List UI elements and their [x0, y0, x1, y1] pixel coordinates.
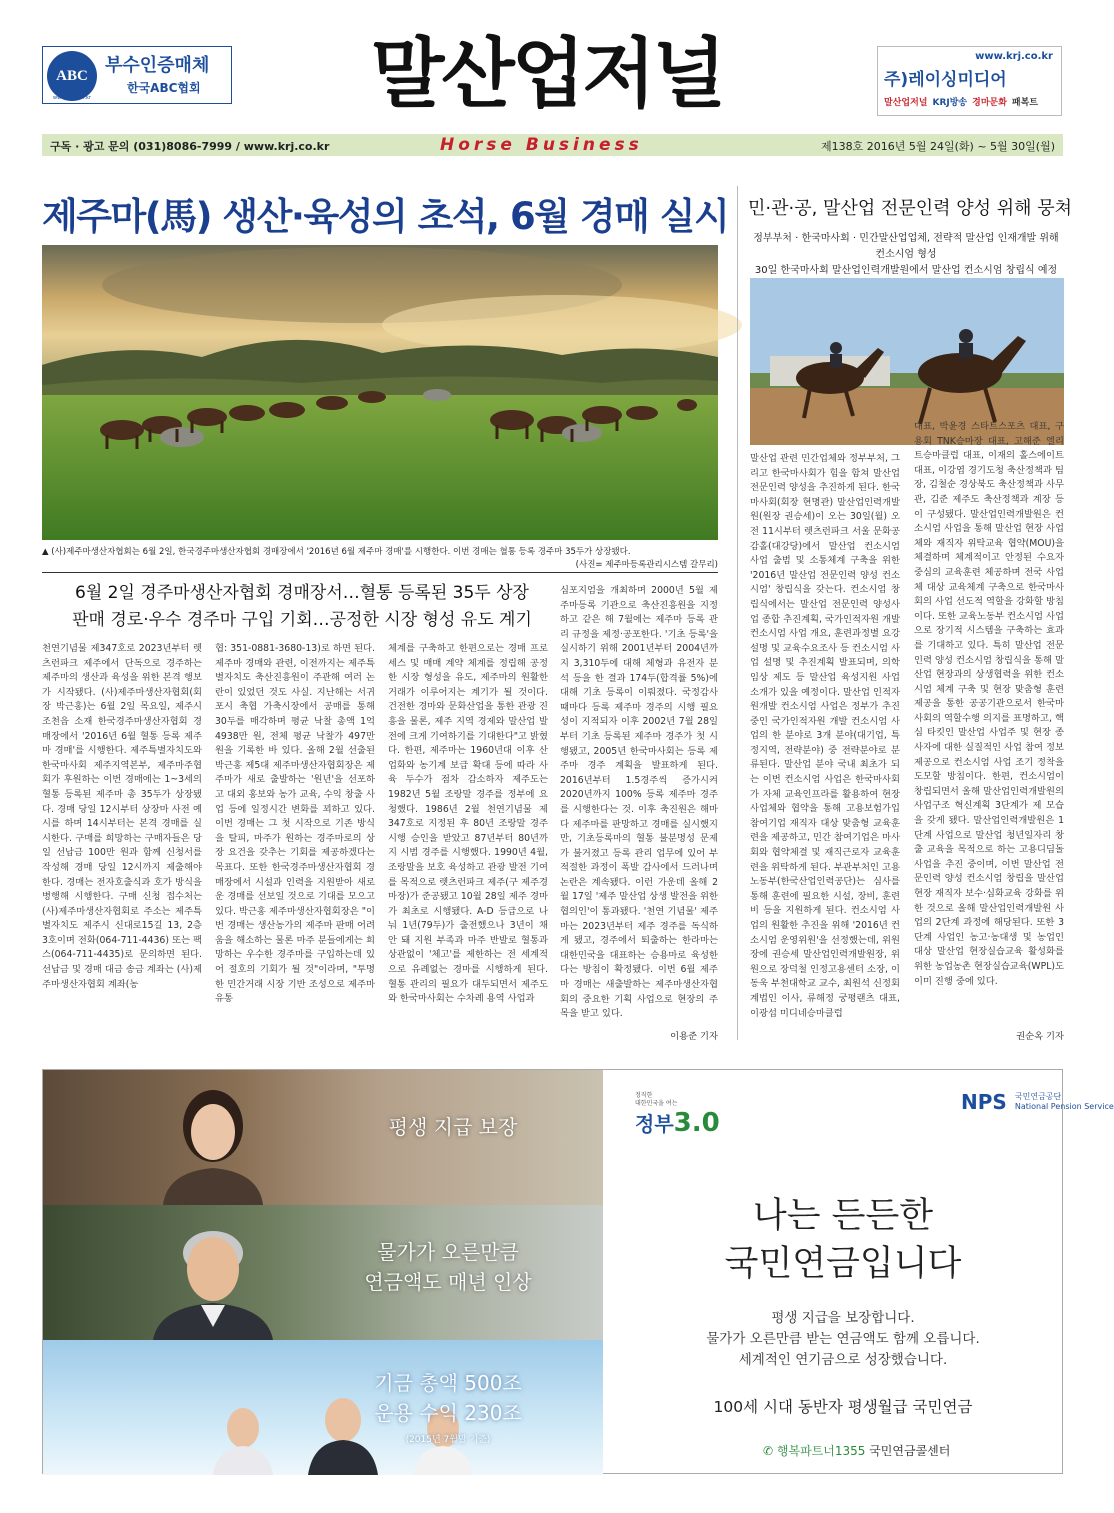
ad-panel-fund: [43, 1340, 603, 1475]
man-portrait: [143, 1217, 283, 1340]
info-bar: [42, 134, 1063, 156]
newspaper-title: 말산업저널: [370, 29, 724, 118]
publisher-badge: [877, 46, 1062, 116]
ad-panel-3-note: (2015년 7월말 기준): [405, 1435, 491, 1445]
ad-slogan: 100세 시대 동반자 평생월급 국민연금: [713, 1398, 973, 1416]
publisher-url: www.krj.co.kr: [975, 51, 1053, 62]
abc-url: www.kabc.or.kr: [53, 95, 91, 101]
column-divider: [737, 186, 738, 1040]
brand-item: 패복트: [1011, 98, 1039, 108]
article-column: 체계를 구축하고 한편으로는 경매 프로세스 및 매매 계약 체계를 정립해 공정한 시장 형성을 유도, 제주마의 원활한 거래가 이루어지는 계기가 될 것이다. 건전한 경마와 문화산업을 통한 관광 진흥을 물론, 제주 지역 경제와 말산업 발전에 크게 기여하기를 기대한다"고 밝혔다. 한편, 제주마는 1960년대 이후 산업화와 농기계 보급 확대 등에 따라 사육 두수가 점차 감소하자 제주도는 1982년 5월 조랑말 경주를 정부에 요청했다. 1986년 2월 천연기념물 제347호로 지정된 후 80년 조랑말 경주 시행 승인을 받았고 87년부터 80년까지 시범 경주를 시행했다. 1990년 4월, 조랑말을 보호 육성하고 관광 발전 기여를 목적으로 렛츠런파크 제주(구 제주경마장)가 준공됐고 10월 28일 제주 경마가 최초로 시행됐다. A-D 등급으로 나눠 1년(79두)가 출전했으나 3년이 채 안 돼 지원 부족과 마주 반발로 혈통과 상관없이 '체고'를 제한하는 전 세계적으로 유례없는 경마를 시행하게 된다. 혈통 관리의 필요가 대두되면서 제주도와 한국마사회는 수차례 용역 사업과: [388, 643, 548, 1005]
callcenter-name: 국민연금콜센터: [869, 1444, 951, 1458]
article-column: 대표, 박윤경 스타트스포츠 대표, 구용회 TNK승마장 대표, 고해준 엘리트승마클럽 대표, 이재의 홀스에이트 대표, 이강엽 경기도청 축산정책과 팀장, 김철순 경상북도 축산정책과 사무관, 김준 제주도 축산정책과 계장 등이 구성됐다. 말산업인력개발원은 컨소시엄 사업을 통해 말산업 현장 사업체와 재직자 위탁교육 협약(MOU)을 체결하며 체계적이고 안정된 수요자 중심의 교육훈련 체공하며 전국 사업체 대상 교육체계 구축으로 한국마사회의 사업 선도적 역할을 강화할 방침이다. 또한 교육노동부 컨소시엄 사업으로 장기적 시스템을 구축하는 효과를 기대하고 있다. 특히 말산업 전문인력 양성 컨소시엄 창립식을 통해 말산업 현장과의 상생협력을 위한 컨소시엄 체계 구축 및 현장 맞춤형 훈련제공을 통한 공공기관으로서 한국마사회의 역할수행 의지를 표명하고, 핵심 타킷인 말산업 사업주 및 현장 종사자에 대한 실질적인 사업 참여 정보 제공으로 컨소시엄 사업 조기 정착을 도모할 방침이다. 한편, 컨소시엄이 창립되면서 올해 말산업인력개발원의 사업구조 혁신계획 3단계가 제 모습을 갖게 됐다. 말산업인력개발원은 1단계 사업으로 말산업 청년일자리 창출 교육을 목적으로 하는 고용디딤돌 사업을 추진 중이며, 이번 말산업 전문인력 양성 컨소시엄 창립을 말산업 현장 재직자 보수·심화교육 강화를 위한 것으로 올해 말산업인력개발원 사업의 2단계 과정에 해당된다. 또한 3단계 사업인 농고·농대생 및 농업인 대상 말산업 현장실습교육 활성화를 위한 농업농촌 현장실습교육(WPL)도 이미 진행 중에 있다.: [914, 421, 1064, 987]
brand-item: 경마문화: [972, 98, 1007, 108]
woman-portrait: [153, 1084, 273, 1205]
side-subhead-2: 30일 한국마사회 말산업인력개발원에서 말산업 컨소시엄 창립식 예정: [754, 265, 1058, 276]
abc-association-name: 한국ABC협회: [127, 81, 201, 95]
abc-certification-text: 부수인증매체: [105, 55, 210, 76]
horses-pasture-photo: [42, 245, 718, 540]
ad-panel-3-text: [333, 1368, 563, 1428]
issue-date: 제138호 2016년 5월 24일(화) ~ 5월 30일(월): [821, 140, 1055, 153]
side-headline: 민·관·공, 말산업 전문인력 양성 위해 뭉쳐: [748, 198, 1072, 219]
subscription-contact: 구독 · 광고 문의 (031)8086-7999 / www.krj.co.kr: [50, 140, 330, 153]
gov-tagline-2: 대한민국을 여는: [635, 1100, 678, 1107]
article-column: 말산업 관련 민간업체와 정부부처, 그리고 한국마사회가 힘을 함쳐 말산업 전문인력 양성을 추진하게 된다. 한국마사회(회장 현명관) 말산업인력개발원(원장 권승세)이 오는 30일(월) 오전 11시부터 렛츠런파크 서울 문화공감홀(대강당)에서 말산업 컨소시엄 사업 출범 및 소통체계 구축을 위한 '2016년 말산업 전문인력 양성 컨소시엄' 창립식을 갖는다. 컨소시엄 창립식에서는 말산업 전문인력 양성사업 종합 추진계획, 국가인적자원 개발 컨소시엄 사업 개요, 훈련과정별 요강 설명 및 교육수요조사 등 컨소시엄 사업 설명 및 추진계획 발표되며, 의학임상 제도 등 말산업 육성지원 사업 소개가 있을 예정이다. 말산업 인적자원개발 컨소시엄 사업은 정부가 추진 중인 국가인적자원 개발 컨소시엄 사업의 한 분야로 3개 분야(대기업, 특정지역, 전략분야) 중 전략분야로 분류된다. 말산업 분야 국내 최초가 되는 이번 컨소시엄 사업은 한국마사회가 자체 교육인프라를 활용하여 현장사업체와 협약을 통해 고용보험가입 참여기업 재직자 대상 맞춤형 교육훈련을 제공하고, 민간 참여기업은 마사회와 협약체결 및 재직근로자 교육훈련을 위탁하게 된다. 부관부처인 고용노동부(한국산업인력공단)는 심사를 통해 훈련에 필요한 시설, 장비, 훈련비 등을 지원하게 된다. 컨소시엄 사업의 원활한 추진을 위해 '2016년 컨소시엄 운영위원'을 선정했는데, 위원장에 권승세 말산업인력개발원장, 위원으로 장덕철 인정고용센터 소장, 이동욱 부천대학교 교수, 최원석 신정회계법인 이사, 류해정 궁평랜츠 대표, 이광섭 미디네승마클럽: [750, 453, 900, 1019]
ad-panel-2-line-2: 연금액도 매년 인상: [364, 1270, 532, 1294]
side-subheads: [748, 231, 1064, 279]
ad-headline-1: 나는 든든한: [752, 1196, 934, 1236]
ad-body: [633, 1308, 1053, 1371]
ad-body-2: 물가가 오른만큼 받는 연금액도 함께 오릅니다.: [706, 1331, 980, 1347]
pasture-illustration: [42, 245, 718, 540]
abc-certification-badge: [42, 46, 232, 104]
ad-headline-2: 국민연금입니다: [724, 1244, 962, 1284]
byline: 이용준 기자: [670, 1031, 718, 1042]
brand-item: 말산업저널: [884, 98, 928, 108]
ad-body-1: 평생 지급을 보장합니다.: [771, 1310, 915, 1326]
publisher-name: 주)레이싱미디어: [884, 70, 1007, 90]
side-subhead-1: 정부부처 · 한국마사회 · 민간말산업업체, 전략적 말산업 인재개발 위해 컨소시엄 형성: [753, 233, 1059, 260]
ad-panel-1-text: 평생 지급 보장: [388, 1115, 518, 1139]
gov-tagline-1: 정직한: [635, 1092, 653, 1099]
ad-panel-2-line-1: 물가가 오른만큼: [377, 1240, 519, 1264]
ad-panel-lifetime: [43, 1070, 603, 1205]
main-subheads: [42, 580, 562, 634]
photo-credit: (사진= 제주마등록관리시스템 갈무리): [575, 560, 718, 570]
divider: [42, 572, 718, 573]
horse-business-slogan: Horse Business: [440, 135, 643, 155]
ad-panel-2-text: [333, 1237, 563, 1297]
ad-body-3: 세계적인 연기금으로 성장했습니다.: [738, 1352, 948, 1368]
nps-name-kr: 국민연금공단: [1014, 1092, 1062, 1101]
gov-logo-text: 정부: [635, 1112, 674, 1136]
ad-callcenter: [763, 1442, 950, 1459]
article-column: 협: 351-0881-3680-13)로 하면 된다. 제주마 경매와 관련, 이전까지는 제주특별자치도 축산진흥원이 주관해 여러 논란이 있었던 것도 사실. 지난해는 서귀포시 축협 가축시장에서 공매를 통해 30두를 매각하며 평균 낙찰 총액 1억 4938만 원, 전체 평균 낙찰가 497만 원을 기록한 바 있다. 올해 2월 선출된 박근홍 제5대 제주마생산자협회장은 제주마가 새로 출발하는 '원년'을 선포하고 대외 홍보와 농가 교육, 수익 창출 사업 등에 일정시간 변화를 꾀하고 있다. 이번 경매는 그 첫 시작으로 기존 방식을 탈피, 마주가 원하는 경주마로의 상장 요건을 갖추는 기회를 제공하겠다는 목표다. 또한 한국경주마생산자협회 경매장에서 시설과 인력을 지원받아 새로운 경매를 선보일 것으로 기대를 모으고 있다. 박근홍 제주마생산자협회장은 "이번 경매는 생산농가의 제주마 판매 어려움을 해소하는 물론 마주 분들에게는 희망하는 우수한 경주마를 구입하는데 있어 절호의 기회가 될 것"이라며, "투명한 민간거래 시장 기반 조성으로 제주마 유통: [215, 643, 375, 1005]
byline: 권순옥 기자: [1016, 1031, 1064, 1042]
publisher-brands: [884, 95, 1043, 108]
ad-panel-inflation: [43, 1205, 603, 1340]
nps-logo: [961, 1090, 1114, 1114]
article-column: 천연기념물 제347호로 2023년부터 렛츠런파크 제주에서 단독으로 경주하는 제주마의 생산과 육성을 위한 본격 행보가 시작됐다. (사)제주마생산자협회(회장 박근홍)는 6월 2일 목요일, 제주시 조천읍 소재 한국경주마생산자협회 경매장에서 '2016년 6월 혈통 등록 제주마 경매'를 시행한다. 제주특별자치도와 한국마사회 제주지역본부, 제주마주협회가 후원하는 이번 경매에는 1~3세의 혈통 등록된 제주마 총 35두가 상장됐다. 경매 당일 12시부터 상장마 사전 예시를 하며 14시부터는 본격 경매를 실시한다. 구매를 희망하는 구매자들은 당일 선납금 100만 원과 함께 신청서를 작성해 경매 당일 12시까지 제출해야 한다. 경매는 전자호출식과 호가 방식을 병행해 시행한다. 구매 신청 접수처는 (사)제주마생산자협회로 주소는 제주특별자치도 제주시 신대로15길 13, 2층 3호이며 전화(064-711-4436) 또는 팩스(064-711-4435)로 문의하면 된다. 선납금 및 경매 대금 송금 계좌는 (사)제주마생산자협회 계좌(농: [42, 643, 202, 990]
subhead-1: 6월 2일 경주마생산자협회 경매장서…혈통 등록된 35두 상장: [75, 583, 529, 603]
callcenter-number: 행복파트너1355: [776, 1444, 866, 1458]
phone-icon: ✆: [763, 1444, 774, 1458]
gov-logo-number: 3.0: [673, 1108, 720, 1138]
nps-logo-mark: NPS: [961, 1090, 1007, 1114]
ad-panel-3-line-2: 운용 수익 230조: [374, 1401, 522, 1425]
photo-caption: ▲ (사)제주마생산자협회는 6월 2일, 한국경주마생산자협회 경매장에서 '2016년 6월 제주마 경매'를 시행한다. 이번 경매는 혈통 등록 경주마 35두가 상장됐다.: [42, 547, 631, 557]
nps-advertisement: [42, 1069, 1114, 1474]
abc-logo: ABC: [47, 51, 97, 101]
main-headline: 제주마(馬) 생산·육성의 초석, 6월 경매 실시: [42, 195, 729, 238]
nps-name-en: National Pension Service: [1014, 1102, 1114, 1111]
government-3-logo: [635, 1092, 720, 1138]
ad-headline: [633, 1192, 1053, 1288]
brand-item: KRJ방송: [932, 98, 968, 108]
subhead-2: 판매 경로·우수 경주마 구입 기회…공정한 시장 형성 유도 계기: [72, 610, 532, 630]
ad-panel-3-line-1: 기금 총액 500조: [374, 1371, 522, 1395]
article-column: 심포지엄을 개최하며 2000년 5월 제주마등록 기관으로 축산진흥원을 지정하고 같은 해 7월에는 제주마 등록 관리 규정을 제정·공포한다. '기초 등록'을 실시하기 위해 2001년부터 2004년까지 3,310두에 대해 체형과 유전자 분석 등을 한 결과 174두(합격률 5%)에 대해 기초 등록이 이뤄졌다. 국정감사 때마다 등록 제주마 경주의 시행 필요성이 지적되자 이후 2002년 7월 28일부터 기초 등록된 제주마 경주가 첫 시행됐고, 2005년 한국마사회는 등록 제주마 경주 계획을 발표하게 된다. 2016년부터 1.5경주씩 증가시켜 2020년까지 100% 등록 제주마 경주를 시행한다는 것. 이후 축진원은 해마다 제주마를 판망하고 경매를 실시했지만, 기초등록마의 혈통 불분명성 문제가 불거졌고 등록 관리 업무에 있어 부적절한 과정이 폭발 감사에서 드러나며 논란은 계속됐다. 이런 가운데 올해 2월 17일 '제주 말산업 상생 발전을 위한 협의인'이 통과됐다. '천연 기념물' 제주마는 2023년부터 제주 경주를 독식하게 됐고, 경주에서 퇴출하는 한라마는 대한민국을 대표하는 승용마로 육성한다는 방침이 확정됐다. 이번 6월 제주마 경매는 새출발하는 제주마생산자협회의 중요한 기획 사업으로 현장의 주목을 받고 있다.: [560, 585, 718, 1020]
